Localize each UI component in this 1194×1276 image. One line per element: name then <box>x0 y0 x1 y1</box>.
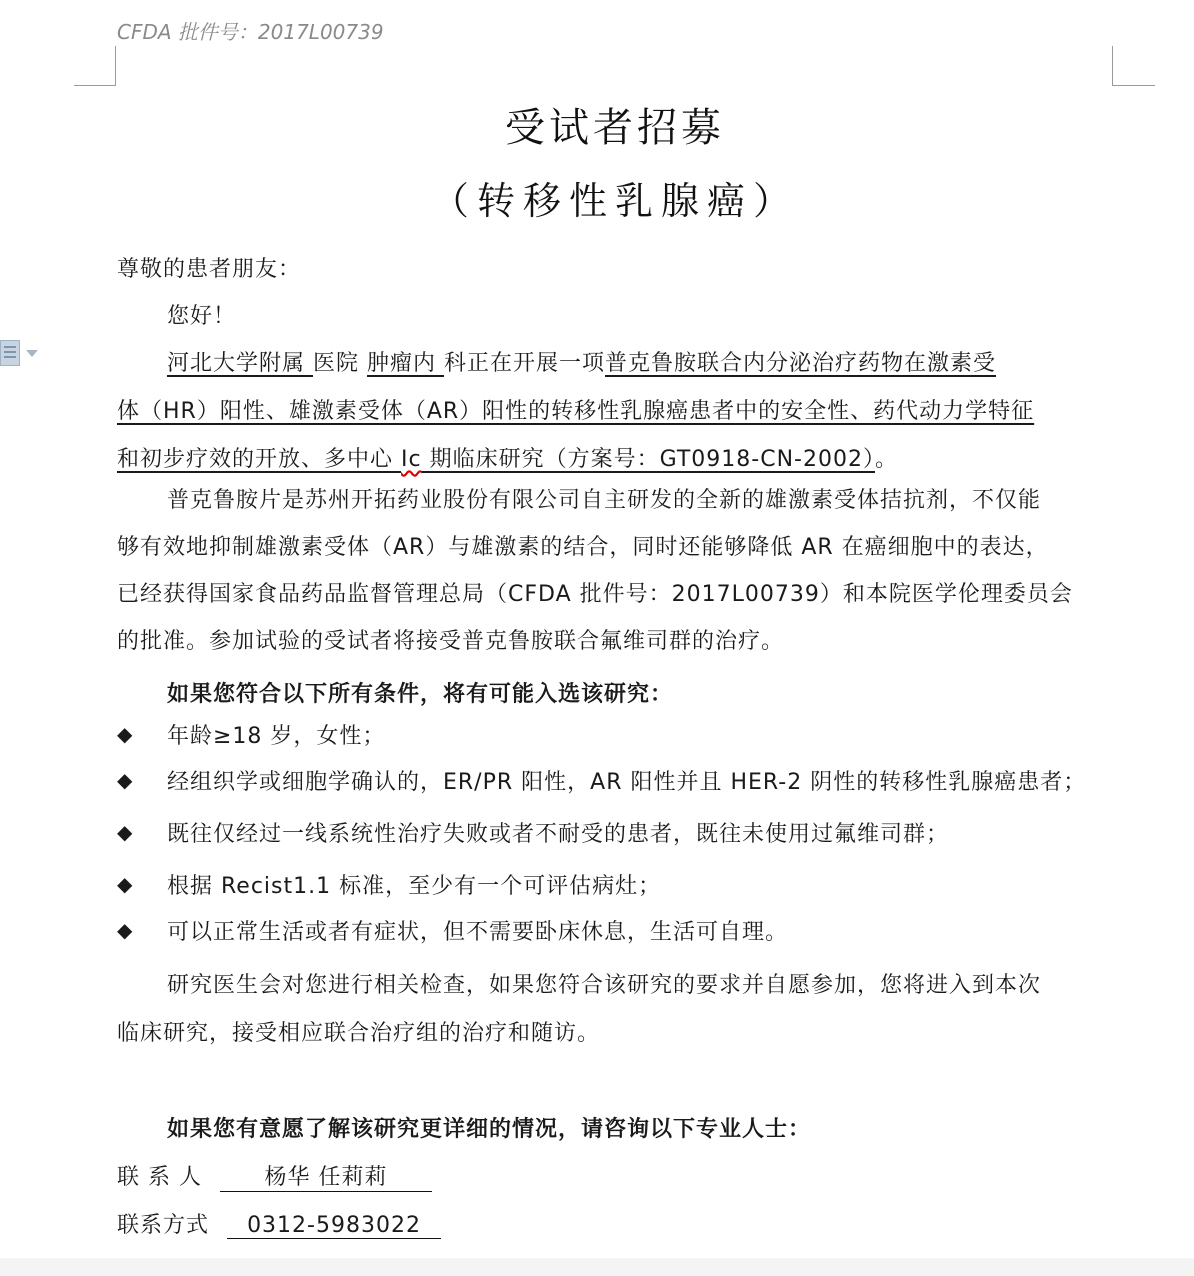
criteria-heading: 如果您符合以下所有条件，将有可能入选该研究： <box>167 682 674 707</box>
contact-person-label: 联 系 人 <box>117 1165 202 1190</box>
criteria-item: 根据 Recist1.1 标准，至少有一个可评估病灶； <box>167 874 662 899</box>
contact-method-value: 0312-5983022 <box>227 1213 441 1239</box>
crop-mark-top-right <box>1112 46 1155 86</box>
bullet-icon: ◆ <box>117 768 133 792</box>
study-title-part-4: 期临床研究（方案号：GT0918-CN-2002） <box>421 447 875 472</box>
criteria-item: 可以正常生活或者有症状，但不需要卧床休息，生活可自理。 <box>167 920 789 945</box>
hello: 您好！ <box>167 304 237 329</box>
contact-person-value: 杨华 任莉莉 <box>220 1160 432 1192</box>
contact-method-row <box>117 1208 441 1239</box>
intro-line-3 <box>117 442 898 473</box>
study-title-part-1: 普克鲁胺联合内分泌治疗药物在激素受 <box>605 351 997 376</box>
page-bottom-edge <box>0 1258 1194 1276</box>
study-title-part-3: 和初步疗效的开放、多中心 <box>117 447 401 472</box>
bullet-icon: ◆ <box>117 872 133 896</box>
bullet-icon: ◆ <box>117 918 133 942</box>
document-icon <box>0 340 20 366</box>
paragraph-options-button[interactable] <box>0 338 50 368</box>
closing-line-2: 临床研究，接受相应联合治疗组的治疗和随访。 <box>117 1021 601 1046</box>
contact-person-row <box>117 1160 432 1192</box>
drug-paragraph-line-4: 的批准。参加试验的受试者将接受普克鲁胺联合氟维司群的治疗。 <box>117 629 785 654</box>
criteria-item: 既往仅经过一线系统性治疗失败或者不耐受的患者，既往未使用过氟维司群； <box>167 822 950 847</box>
contact-method-label: 联系方式 <box>117 1213 210 1238</box>
department-name: 肿瘤内 <box>367 351 444 376</box>
study-title-part-2: 体（HR）阳性、雄激素受体（AR）阳性的转移性乳腺癌患者中的安全性、药代动力学特征 <box>117 399 1035 424</box>
dropdown-arrow-icon <box>26 350 38 357</box>
criteria-item: 年龄≥18 岁，女性； <box>167 724 386 749</box>
closing-line-1: 研究医生会对您进行相关检查，如果您符合该研究的要求并自愿参加，您将进入到本次 <box>167 973 1042 998</box>
drug-paragraph-line-1: 普克鲁胺片是苏州开拓药业股份有限公司自主研发的全新的雄激素受体拮抗剂，不仅能 <box>167 488 1042 513</box>
contact-heading: 如果您有意愿了解该研究更详细的情况，请咨询以下专业人士： <box>167 1117 812 1142</box>
document-subtitle: （转移性乳腺癌） <box>430 179 799 223</box>
bullet-icon: ◆ <box>117 820 133 844</box>
crop-mark-top-left <box>74 46 116 86</box>
intro-line-1 <box>167 346 996 377</box>
bullet-icon: ◆ <box>117 722 133 746</box>
greeting: 尊敬的患者朋友： <box>117 257 302 282</box>
criteria-item: 经组织学或细胞学确认的，ER/PR 阳性，AR 阳性并且 HER-2 阴性的转移性乳腺癌患者； <box>167 770 1087 795</box>
phase-label: Ic <box>401 447 422 472</box>
drug-paragraph-line-2: 够有效地抑制雄激素受体（AR）与雄激素的结合，同时还能够降低 AR 在癌细胞中的表达， <box>117 535 1049 560</box>
drug-paragraph-line-3: 已经获得国家食品药品监督管理总局（CFDA 批件号：2017L00739）和本院医学伦理委员会 <box>117 582 1073 607</box>
intro-connector: 科正在开展一项 <box>444 351 606 376</box>
document-title: 受试者招募 <box>505 105 725 151</box>
hospital-suffix: 医院 <box>313 351 367 376</box>
hospital-name: 河北大学附属 <box>167 351 313 376</box>
header-approval-note: CFDA 批件号：2017L00739 <box>117 20 384 44</box>
intro-period: 。 <box>874 447 898 472</box>
